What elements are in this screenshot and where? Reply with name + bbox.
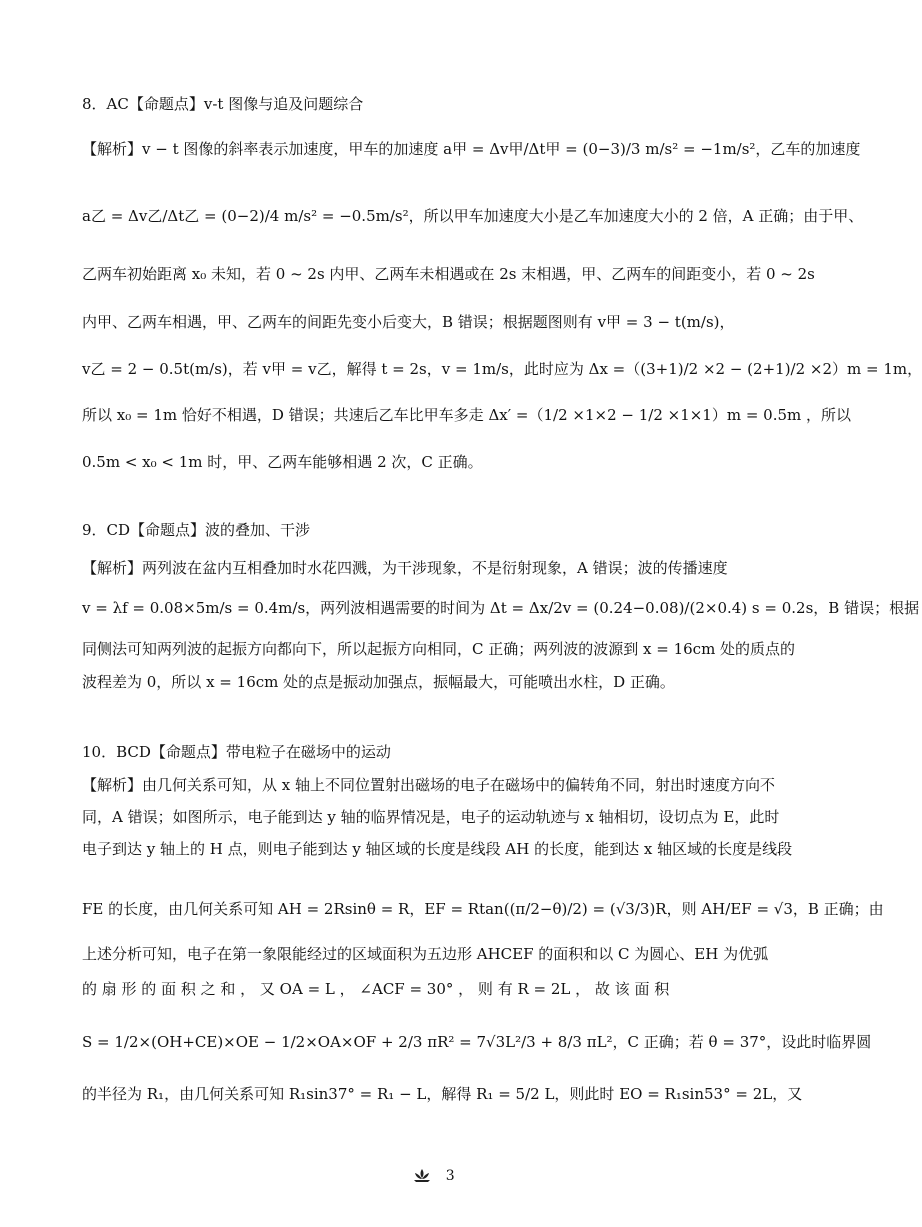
question-10-line-2: 同，A 错误；如图所示，电子能到达 y 轴的临界情况是，电子的运动轨迹与 x 轴相切，设切点为 E，此时 [82, 808, 780, 826]
question-8-line-6: 所以 x₀ = 1m 恰好不相遇，D 错误；共速后乙车比甲车多走 Δx′ =（1/2 ×1×2 − 1/2 ×1×1）m = 0.5m ，所以 [82, 406, 852, 424]
page-footer [0, 1168, 868, 1184]
question-8-line-1: 【解析】v − t 图像的斜率表示加速度，甲车的加速度 a甲 = Δv甲/Δt甲 = (0−3)/3 m/s² = −1m/s²，乙车的加速度 [82, 140, 861, 158]
question-8-line-7: 0.5m < x₀ < 1m 时，甲、乙两车能够相遇 2 次，C 正确。 [82, 453, 483, 471]
question-9-line-1: 【解析】两列波在盆内互相叠加时水花四溅，为干涉现象，不是衍射现象，A 错误；波的传播速度 [82, 559, 728, 577]
question-8-line-3: 乙两车初始距离 x₀ 未知，若 0 ~ 2s 内甲、乙两车未相遇或在 2s 末相遇，甲、乙两车的间距变小，若 0 ~ 2s [82, 265, 815, 283]
question-10-line-1: 【解析】由几何关系可知，从 x 轴上不同位置射出磁场的电子在磁场中的偏转角不同，射出时速度方向不 [82, 776, 776, 794]
question-8-heading: 8．AC【命题点】v-t 图像与追及问题综合 [82, 95, 364, 113]
question-10-line-3: 电子到达 y 轴上的 H 点，则电子能到达 y 轴区域的长度是线段 AH 的长度，能到达 x 轴区域的长度是线段 [82, 840, 793, 858]
question-10-heading: 10．BCD【命题点】带电粒子在磁场中的运动 [82, 743, 391, 761]
question-9-heading: 9．CD【命题点】波的叠加、干涉 [82, 521, 311, 539]
question-8-line-5: v乙 = 2 − 0.5t(m/s)，若 v甲 = v乙，解得 t = 2s，v = 1m/s，此时应为 Δx =（(3+1)/2 ×2 − (2+1)/2 ×2）m = 1m， [82, 360, 922, 378]
question-9-line-3: 同侧法可知两列波的起振方向都向下，所以起振方向相同，C 正确；两列波的波源到 x = 16cm 处的质点的 [82, 640, 796, 658]
question-10-line-6: 的 扇 形 的 面 积 之 和 ， 又 OA = L ， ∠ACF = 30° ， 则 有 R = 2L ， 故 该 面 积 [82, 980, 670, 998]
lotus-logo-icon [413, 1168, 431, 1184]
page-number: 3 [445, 1168, 455, 1184]
question-9-line-4: 波程差为 0，所以 x = 16cm 处的点是振动加强点，振幅最大，可能喷出水柱，D 正确。 [82, 673, 675, 691]
question-10-line-8: 的半径为 R₁，由几何关系可知 R₁sin37° = R₁ − L，解得 R₁ = 5/2 L，则此时 EO = R₁sin53° = 2L，又 [82, 1085, 803, 1103]
question-9-line-2: v = λf = 0.08×5m/s = 0.4m/s，两列波相遇需要的时间为 Δt = Δx/2v = (0.24−0.08)/(2×0.4) s = 0.2s，B 错误；根据 [82, 599, 920, 617]
question-8-line-4: 内甲、乙两车相遇，甲、乙两车的间距先变小后变大，B 错误；根据题图则有 v甲 = 3 − t(m/s)， [82, 313, 735, 331]
question-10-line-7: S = 1/2×(OH+CE)×OE − 1/2×OA×OF + 2/3 πR² = 7√3L²/3 + 8/3 πL²，C 正确；若 θ = 37°，设此时临界圆 [82, 1033, 872, 1051]
question-8-line-2: a乙 = Δv乙/Δt乙 = (0−2)/4 m/s² = −0.5m/s²，所以甲车加速度大小是乙车加速度大小的 2 倍，A 正确；由于甲、 [82, 207, 864, 225]
question-10-line-5: 上述分析可知，电子在第一象限能经过的区域面积为五边形 AHCEF 的面积和以 C 为圆心、EH 为优弧 [82, 945, 769, 963]
question-10-line-4: FE 的长度，由几何关系可知 AH = 2Rsinθ = R，EF = Rtan((π/2−θ)/2) = (√3/3)R，则 AH/EF = √3，B 正确；由 [82, 900, 884, 918]
